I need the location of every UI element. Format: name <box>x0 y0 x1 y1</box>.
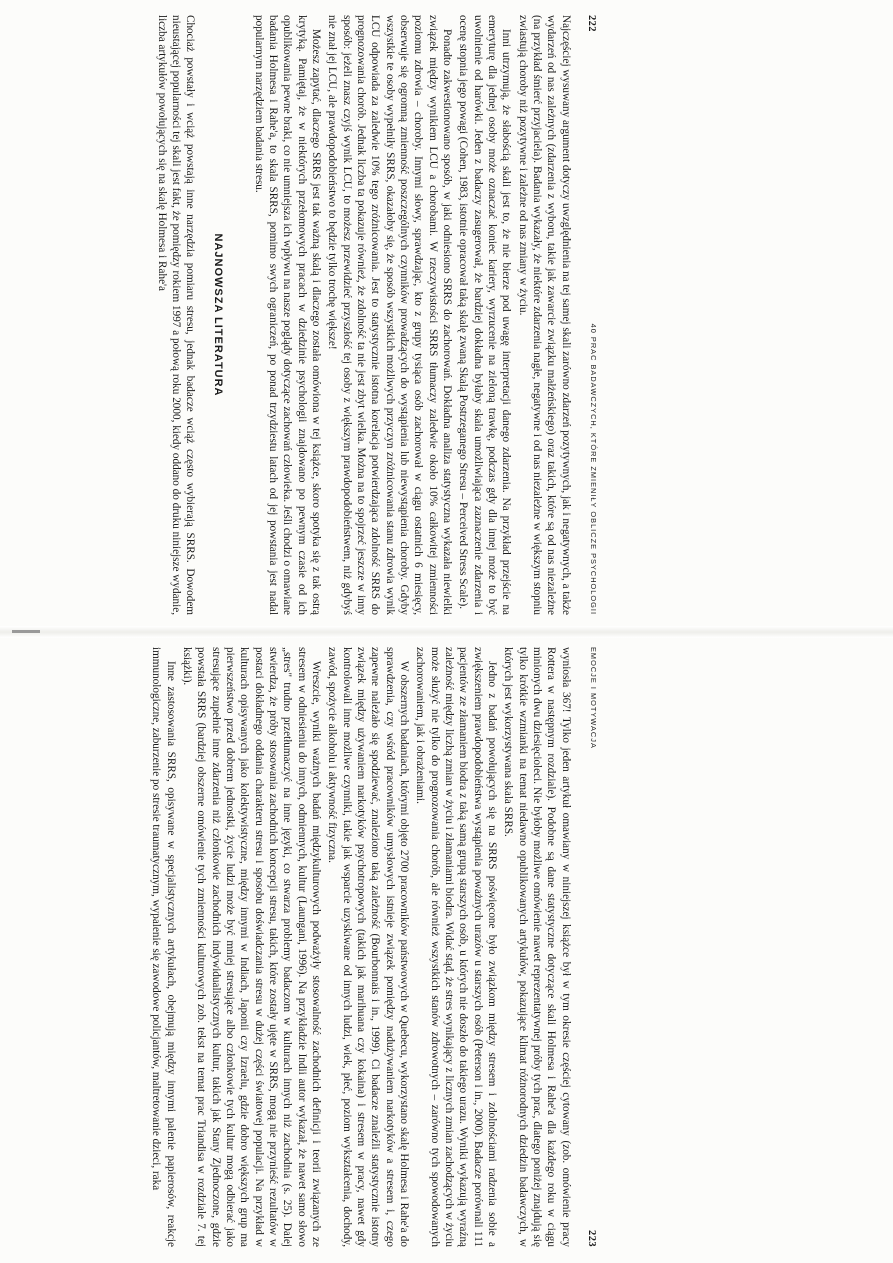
page-gutter <box>0 626 893 638</box>
body-paragraph: wyniosła 367! Tylko jeden artykuł omawiany w niniejszej książce był w tym okresie częściej cytowany (zob. omówienie pracy Rottera w następnym rozdziale). Podobne są dane statystyczne dotyczące skali Holmesa i Rahe'a dla każdego roku w ciągu minionych dwu dziesięcioleci. Nie byłoby możliwe omówienie nawet reprezentatywnej próby tych prac, dlatego poniżej znajdują się tylko krótkie wzmianki na temat niedawno opublikowanych artykułów, pokazujące klimat różnorodnych dziedzin badawczych, w których jest wykorzystywana skala SRRS. <box>502 647 572 1247</box>
body-paragraph: Najczęściej wysuwany argument dotyczy uwzględnienia na tej samej skali zarówno zdarzeń pozytywnych, jak i negatywnych, a także wydarzeń od nas zależnych (zdarzenia z wyboru, takie jak zawarcie związku małżeńskiego) oraz takich, które są od nas niezależne (na przykład śmierć przyjaciela). Badania wykazały, że niektóre zdarzenia nagłe, negatywne i od nas niezależne w większym stopniu zwiastują choroby niż pozytywne i zależne od nas zmiany w życiu. <box>516 15 572 615</box>
body-paragraph: W obszernych badaniach, którymi objęto 2700 pracowników państwowych w Quebecu, wykorzystano skalę Holmesa i Rahe'a do sprawdzenia, czy wśród pracowników umysłowych istnieje związek pomiędzy nadużywaniem narkotyków a stresem i, czego zapewne należało się spodziewać, znaleziono taką zależność (Bourbonnais i in., 1999). Ci badacze znaleźli statystycznie istotny związek między używaniem narkotyków psychotropowych (takich jak marihuana czy kokaina) i stresem w pracy, nawet gdy kontrolowali inne możliwe czynniki, takie jak wsparcie uzyskiwane od innych ludzi, wiek, płeć, poziom wykształcenia, dochody, zawód, spożycie alkoholu i aktywność fizyczna. <box>326 647 410 1247</box>
body-paragraph: Ponadto zakwestionowano sposób, w jaki odniesiono SRRS do zachorowań. Dokładna analiza statystyczna wykazała niewielki związek między wynikiem LCU a chorobami. W rzeczywistości SRRS tłumaczy zaledwie około 10% całkowitej zmienności poziomu zdrowia – choroby. Innymi słowy, sprawdzając, kto z grupy tysiąca osób zachorował w ciągu ostatnich 6 miesięcy, obserwuje się ogromną zmienność poszczególnych czynników prowadzących do wystąpienia lub niewystąpienia choroby. Gdyby wszystkie te osoby wypełniły SRRS, okazałoby się, że sposób wszystkich możliwych przyczyn zróżnicowania stanu zdrowia wynik LCU odpowiada za zaledwie 10% tego zróżnicowania. Jest to statystycznie istotna korelacja potwierdzająca zdolność SRRS do prognozowania chorób. Jednak liczba ta pokazuje również, że zdolność ta nie jest zbyt wielka. Można na to spojrzeć jeszcze w inny sposób: jeżeli znasz czyjś wynik LCU, to możesz przewidzieć przyszłość tej osoby z większym prawdopodobieństwem, niż gdybyś nie znał jej LCU, ale prawdopodobieństwo to będzie tylko trochę większe! <box>326 15 453 615</box>
section-heading: NAJNOWSZA LITERATURA <box>212 233 225 397</box>
running-head-title: EMOCJE I MOTYWACJA <box>589 647 598 749</box>
scan-mark <box>12 630 40 633</box>
body-paragraph: Wreszcie, wyniki ważnych badań międzykulturowych podważyły stosowalność zachodnich definicji i teorii związanych ze stresem w odniesieniu do innych, odmiennych, kultur (Laungani, 1996). Na przykładzie Indii autor wykazał, że nawet samo słowo „stres" trudno przetłumaczyć na inne języki, co stwarza problemy badaczom w kulturach innych niż zachodnia (s. 25). Dalej stwierdza, że próby stosowania zachodnich koncepcji stresu, takich, które zostały ujęte w SRRS, mogą nie przynieść rezultatów w postaci dokładnego oddania charakteru stresu i sposobu doświadczania stresu w dużej części światowej populacji. Na przykład w kulturach opisywanych jako kolektywistyczne, między innymi w Indiach, Japonii czy Izraelu, gdzie dobro większych grup ma pierwszeństwo przed dobrem jednostki, życie ludzi może być mniej stresujące albo członkowie tych kultur mogą odbierać jako stresujące zupełnie inne zdarzenia niż członkowie zachodnich indywidualistycznych kultur, takich jak Stany Zjednoczone, gdzie powstała SRRS (bardziej obszerne omówienie tych zmienności kulturowych zob. tekst na temat prac Triandisa w rozdziale 7. tej książki). <box>181 647 322 1247</box>
body-paragraph: Inne zastosowania SRRS, opisywane w specjalistycznych artykułach, obejmują między innymi palenie papierosów, reakcje immunologiczne, zaburzenie po stresie traumatycznym, wypalenie się zawodowe policjantów, maltretowanie dzieci, raka <box>150 647 177 1247</box>
page-number: 223 <box>586 1230 597 1247</box>
body-paragraph: Jedno z badań powołujących się na SRRS poświęcone było związkom między stresem i zdolnościami radzenia sobie a zwiększeniem prawdopodobieństwa wystąpienia poważnych urazów u starszych osób (Peterson i in., 2000). Badacze porównali 111 pacjentów ze złamaniem biodra z taką samą grupą starszych osób, u których nie doszło do takiego urazu. Wyniki wykazują wyraźną zależność między liczbą zmian w życiu i złamaniami biodra. Widać stąd, że stres wynikający z licznych zmian zachodzących w życiu może służyć nie tylko do prognozowania chorób, ale również wszystkich stanów zdrowotnych – zarówno tych spowodowanych zachorowaniem, jak i obrażeniami. <box>414 647 498 1247</box>
running-header <box>585 15 598 615</box>
body-paragraph: Chociaż powstały i wciąż powstają inne narzędzia pomiaru stresu, jednak badacze wciąż często wybierają SRRS. Dowodem nieustającej popularności tej skali jest fakt, że pomiędzy rokiem 1997 a połową roku 2000, kiedy oddano do druku niniejsze wydanie, liczba artykułów powołujących się na skalę Holmesa i Rahe'a <box>155 15 197 615</box>
left-book-page <box>0 15 598 615</box>
page-number: 222 <box>586 15 597 32</box>
running-header <box>585 647 598 1247</box>
right-book-page <box>0 647 598 1247</box>
body-paragraph: Możesz zapytać, dlaczego SRRS jest tak ważną skalą i dlaczego została omówiona w tej książce, skoro spotyka się z tak ostrą krytyką. Pamiętaj, że w niektórych przełomowych pracach w dziedzinie psychologii znajdowano po pewnym czasie od ich opublikowania pewne braki, co nie umniejsza ich wpływu na nasze poglądy dotyczące zachowań człowieka. Jeśli chodzi o omawiane badania Holmesa i Rahe'a, to skala SRRS, pomimo swych ograniczeń, po ponad trzydziestu latach od jej powstania jest nadal popularnym narzędziem badania stresu. <box>252 15 322 615</box>
running-head-title: 40 PRAC BADAWCZYCH, KTÓRE ZMIENIŁY OBLICZE PSYCHOLOGII <box>589 323 598 615</box>
body-paragraph: Inni utrzymują, że słabością skali jest to, że nie bierze pod uwagę interpretacji danego zdarzenia. Na przykład przejście na emeryturę dla jednej osoby może oznaczać koniec kariery, wyrzucenie na zieloną trawkę, podczas gdy dla innej może to być uwolnienie od harówki. Jeden z badaczy zasugerował, że bardziej dokładna byłaby skala umożliwiająca zaznaczenie zdarzenia i ocenę stopnia jego powagi (Cohen, 1983, istotnie opracował taką skalę zwaną Skalą Postrzeganego Stresu – Perceived Stress Scale). <box>457 15 513 615</box>
